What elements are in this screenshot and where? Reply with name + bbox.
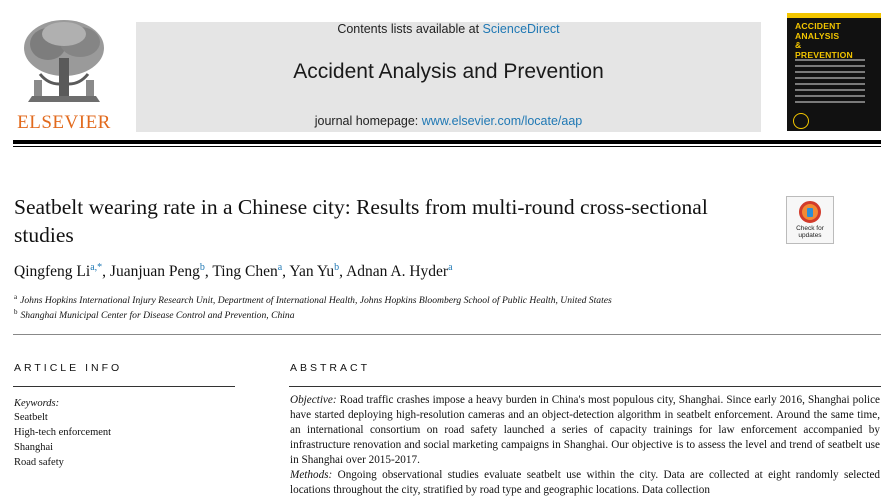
affiliation-b <box>14 308 295 321</box>
author-separator: , <box>102 263 110 281</box>
cover-title-line: ACCIDENT <box>795 21 841 31</box>
affiliation-mark: b <box>14 308 18 316</box>
author-affiliation-mark[interactable]: b <box>334 262 340 273</box>
cover-title-line: ANALYSIS <box>795 30 840 41</box>
homepage-prefix: journal homepage: <box>314 114 422 128</box>
crossmark-label: Check for updates <box>796 225 824 239</box>
author-separator: , <box>204 263 213 281</box>
article-info-heading: ARTICLE INFO <box>14 362 123 374</box>
author-name[interactable]: Adnan A. Hyder <box>346 263 449 281</box>
cover-title <box>795 22 877 60</box>
author-name[interactable]: Juanjuan Peng <box>109 263 200 281</box>
affiliation-mark: a <box>14 293 18 301</box>
author-name[interactable]: Qingfeng Li <box>14 263 91 281</box>
publisher-name: ELSEVIER <box>17 112 111 133</box>
author-list <box>14 262 453 281</box>
author-separator: , <box>339 263 347 281</box>
methods-text: Ongoing observational studies evaluate seatbelt use within the city. Data are collected at eight randomly selected locations throughout the city, stratified by road type and geographic locations. Data collection <box>290 469 880 496</box>
author-affiliation-mark[interactable]: a <box>448 262 453 273</box>
elsevier-tree-icon <box>18 14 110 106</box>
author-separator: , <box>282 263 290 281</box>
elsevier-logo[interactable] <box>12 14 116 132</box>
cover-title-line: & <box>795 40 802 50</box>
journal-banner <box>136 22 761 132</box>
article-title: Seatbelt wearing rate in a Chinese city: Results from multi-round cross-sectional studies <box>14 195 708 247</box>
article-info-divider <box>13 386 235 387</box>
abstract-objective <box>290 393 880 468</box>
crossmark-icon <box>799 201 821 223</box>
abstract-heading: ABSTRACT <box>290 362 371 374</box>
affiliation-text: Shanghai Municipal Center for Disease Control and Prevention, China <box>20 310 295 322</box>
journal-homepage-link[interactable]: www.elsevier.com/locate/aap <box>421 114 583 128</box>
masthead-rule-thin <box>13 146 881 147</box>
keywords-list <box>14 410 111 470</box>
journal-title: Accident Analysis and Prevention <box>293 60 604 83</box>
contents-line <box>136 22 761 36</box>
cover-seal-icon <box>793 113 809 129</box>
cover-contents-lines <box>795 59 865 107</box>
author-affiliation-mark[interactable]: a,* <box>90 262 103 273</box>
affiliation-text: Johns Hopkins International Injury Research Unit, Department of International Health, Johns Hopkins Bloomberg School of Public Health, United States <box>20 295 612 307</box>
abstract-divider <box>289 386 881 387</box>
cover-title-line: PREVENTION <box>795 49 853 60</box>
cover-band <box>787 13 881 18</box>
contents-prefix: Contents lists available at <box>337 22 483 36</box>
abstract-body <box>290 393 880 501</box>
keyword-item[interactable]: Seatbelt <box>14 412 48 423</box>
author-name[interactable]: Yan Yu <box>289 263 335 281</box>
masthead-rule <box>13 140 881 144</box>
methods-label: Methods: <box>290 469 333 481</box>
keyword-item[interactable]: High-tech enforcement <box>14 427 112 438</box>
affiliation-a <box>14 293 612 306</box>
keywords-label: Keywords: <box>14 398 60 409</box>
objective-label: Objective: <box>290 394 337 406</box>
homepage-line <box>136 114 761 128</box>
abstract-methods <box>290 468 880 498</box>
author-affiliation-mark[interactable]: a <box>277 262 283 273</box>
journal-cover-image[interactable] <box>787 13 881 131</box>
affiliation-divider <box>13 334 881 335</box>
keyword-item[interactable]: Shanghai <box>14 442 54 453</box>
author-affiliation-mark[interactable]: b <box>199 262 205 273</box>
sciencedirect-link[interactable]: ScienceDirect <box>482 22 560 36</box>
author-name[interactable]: Ting Chen <box>212 263 278 281</box>
check-for-updates-button[interactable] <box>786 196 834 244</box>
objective-text: Road traffic crashes impose a heavy burden in China's most populous city, Shanghai. Since early 2016, Shanghai police have started deploying high-resolution cameras and an object-detection algorithm in seatbelt enforcement. Around the same time, an international consortium on road safety launched a series of capacity trainings for law enforcement accompanied by infrastructure renovation and social marketing campaigns in Shanghai. Our objective is to assess the level and trend of seatbelt use in Shanghai over 2015-2017. <box>290 394 880 466</box>
keyword-item[interactable]: Road safety <box>14 457 64 468</box>
